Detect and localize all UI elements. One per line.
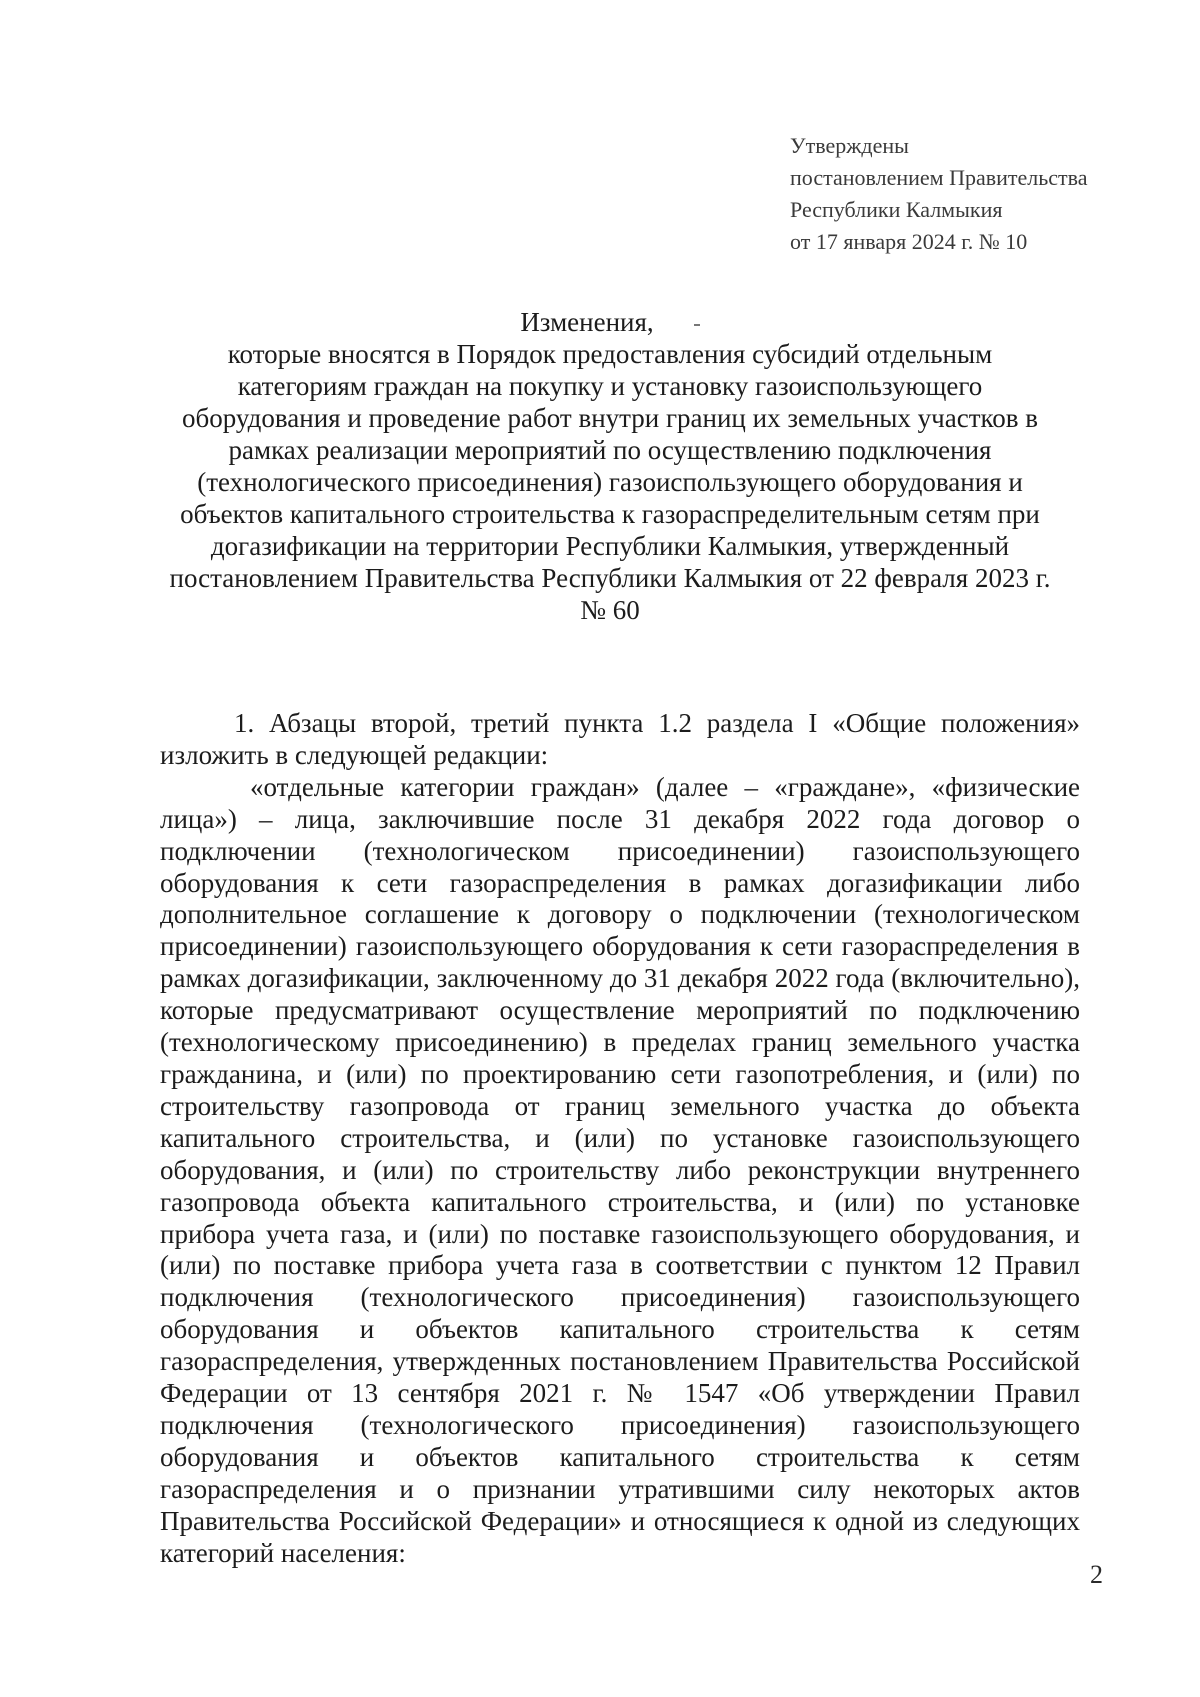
document-title [150,306,1070,626]
title-line: постановлением Правительства Республики Калмыкия от 22 февраля 2023 г. [169,563,1051,593]
title-line: категориям граждан на покупку и установку газоиспользующего [237,371,983,401]
approval-line: Республики Калмыкия [790,197,1003,222]
document-body [160,708,1080,1569]
title-heading-row [150,306,1070,338]
approval-line: от 17 января 2024 г. № 10 [790,229,1028,254]
approval-line: Утверждены [790,133,909,158]
page-number: 2 [1090,1560,1103,1589]
title-line: которые вносятся в Порядок предоставления субсидий отдельным [227,339,993,369]
title-line: рамках реализации мероприятий по осуществлению подключения [228,435,992,465]
scan-mark [694,324,700,326]
title-line: (технологического присоединения) газоиспользующего оборудования и [197,467,1023,497]
approval-line: постановлением Правительства [790,165,1088,190]
title-line: объектов капитального строительства к газораспределительным сетям при [180,499,1040,529]
approval-stamp [790,130,1088,258]
title-line: № 60 [580,595,640,625]
title-heading: Изменения, [520,307,654,337]
body-paragraph: 1. Абзацы второй, третий пункта 1.2 раздела I «Общие положения» изложить в следующей редакции: [160,708,1080,770]
title-line: догазификации на территории Республики Калмыкия, утвержденный [210,531,1010,561]
title-line: оборудования и проведение работ внутри границ их земельных участков в [181,403,1039,433]
body-paragraph: «отдельные категории граждан» (далее – «граждане», «физические лица») – лица, заключившие после 31 декабря 2022 года договор о подключении (технологическом присоединении) газоиспользующего оборудования к сети газораспределения в рамках догазификации либо дополнительное соглашение к договору о подключении (технологическом присоединении) газоиспользующего оборудования к сети газораспределения в рамках догазификации, заключенному до 31 декабря 2022 года (включительно), которые предусматривают осуществление мероприятий по подключению (технологическому присоединению) в пределах границ земельного участка гражданина, и (или) по проектированию сети газопотребления, и (или) по строительству газопровода от границ земельного участка до объекта капитального строительства, и (или) по установке газоиспользующего оборудования, и (или) по строительству либо реконструкции внутреннего газопровода объекта капитального строительства, и (или) по установке прибора учета газа, и (или) по поставке газоиспользующего оборудования, и (или) по поставке прибора учета газа в соответствии с пунктом 12 Правил подключения (технологического присоединения) газоиспользующего оборудования и объектов капитального строительства к сетям газораспределения, утвержденных постановлением Правительства Российской Федерации от 13 сентября 2021 г. № 1547 «Об утверждении Правил подключения (технологического присоединения) газоиспользующего оборудования и объектов капитального строительства к сетям газораспределения и о признании утратившими силу некоторых актов Правительства Российской Федерации» и относящиеся к одной из следующих категорий населения: [160,771,1080,1568]
